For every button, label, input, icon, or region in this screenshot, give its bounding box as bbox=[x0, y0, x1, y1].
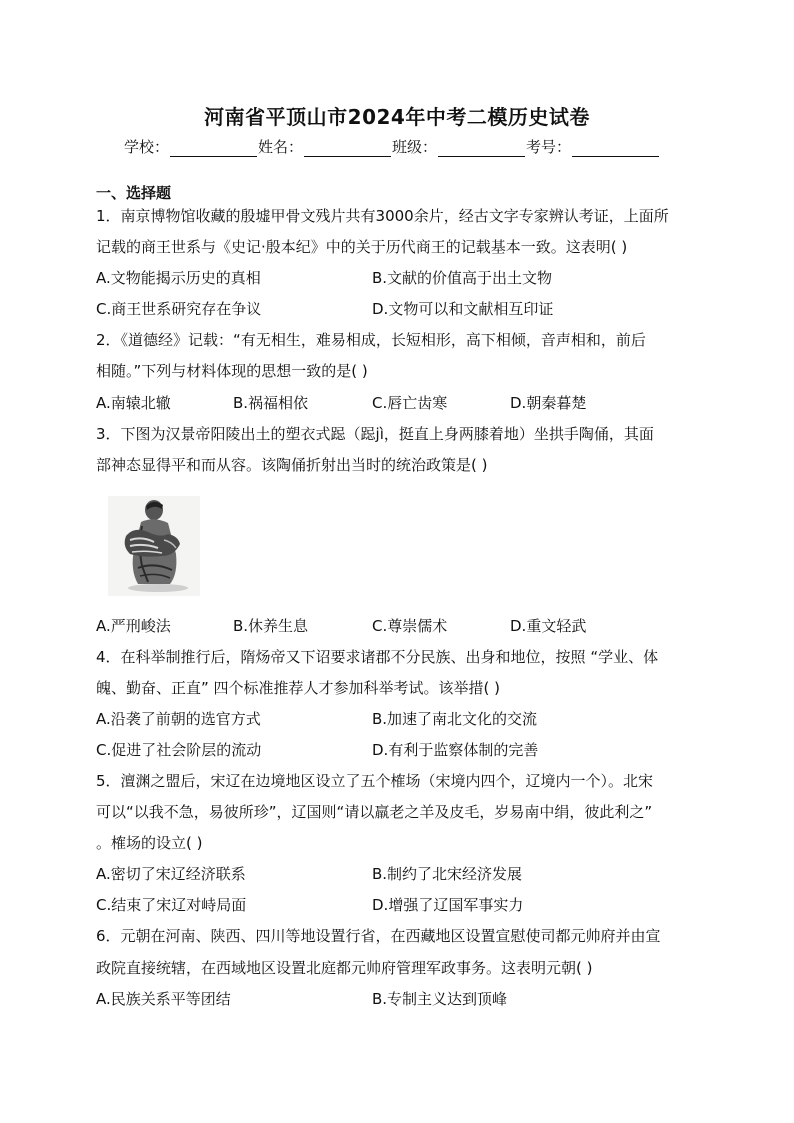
school-label: 学校： bbox=[124, 138, 170, 156]
q5-option-c[interactable]: C.结束了宋辽对峙局面 bbox=[96, 896, 247, 914]
q3-option-c[interactable]: C.尊崇儒术 bbox=[372, 617, 448, 635]
q3-line-1: 3．下图为汉景帝阳陵出土的塑衣式跽（跽jì，挺直上身两膝着地）坐拱手陶俑，其面 bbox=[96, 425, 654, 443]
q2-line-1: 2．《道德经》记载：“有无相生，难易相成，长短相形，高下相倾，音声相和，前后 bbox=[96, 331, 646, 349]
q4-option-a[interactable]: A.沿袭了前朝的选官方式 bbox=[96, 710, 261, 728]
q3-option-a[interactable]: A.严刑峻法 bbox=[96, 617, 171, 635]
exam-number-label: 考号： bbox=[526, 138, 572, 156]
q5-option-b[interactable]: B.制约了北宋经济发展 bbox=[372, 865, 523, 883]
q1-line-2: 记载的商王世系与《史记·殷本纪》中的关于历代商王的记载基本一致。这表明( ) bbox=[96, 238, 628, 256]
q3-line-2: 部神态显得平和而从容。该陶俑折射出当时的统治政策是( ) bbox=[96, 456, 488, 474]
q4-option-b[interactable]: B.加速了南北文化的交流 bbox=[372, 710, 538, 728]
q1-option-d[interactable]: D.文物可以和文献相互印证 bbox=[372, 300, 554, 318]
q3-option-d[interactable]: D.重文轻武 bbox=[510, 617, 587, 635]
q2-line-2: 相随。”下列与材料体现的思想一致的是( ) bbox=[96, 362, 368, 380]
q5-line-1: 5．澶渊之盟后，宋辽在边境地区设立了五个榷场（宋境内四个，辽境内一个）。北宋 bbox=[96, 772, 654, 790]
exam-number-blank[interactable] bbox=[572, 140, 659, 157]
q4-option-d[interactable]: D.有利于监察体制的完善 bbox=[372, 741, 539, 759]
section-heading: 一、选择题 bbox=[96, 184, 172, 202]
q5-option-a[interactable]: A.密切了宋辽经济联系 bbox=[96, 865, 246, 883]
name-label: 姓名： bbox=[258, 138, 304, 156]
exam-title: 河南省平顶山市2024年中考二模历史试卷 bbox=[204, 105, 590, 129]
q5-option-d[interactable]: D.增强了辽国军事实力 bbox=[372, 896, 524, 914]
q5-line-2: 可以“以我不急，易彼所珍”，辽国则“请以羸老之羊及皮毛，岁易南中绢，彼此利之” bbox=[96, 803, 653, 821]
q2-option-a[interactable]: A.南辕北辙 bbox=[96, 394, 171, 412]
student-info-row bbox=[124, 136, 660, 157]
q6-option-a[interactable]: A.民族关系平等团结 bbox=[96, 990, 231, 1008]
q1-option-b[interactable]: B.文献的价值高于出土文物 bbox=[372, 269, 553, 287]
q5-line-3: 。榷场的设立( ) bbox=[96, 834, 203, 852]
q6-line-2: 政院直接统辖，在西域地区设置北庭都元帅府管理军政事务。这表明元朝( ) bbox=[96, 959, 593, 977]
class-blank[interactable] bbox=[438, 140, 525, 157]
q1-line-1: 1．南京博物馆收藏的殷墟甲骨文残片共有3000余片，经古文字专家辨认考证，上面所 bbox=[96, 207, 669, 225]
class-label: 班级： bbox=[392, 138, 438, 156]
q4-option-c[interactable]: C.促进了社会阶层的流动 bbox=[96, 741, 262, 759]
q3-option-b[interactable]: B.休养生息 bbox=[233, 617, 309, 635]
q2-option-b[interactable]: B.祸福相依 bbox=[233, 394, 309, 412]
name-blank[interactable] bbox=[304, 140, 391, 157]
q4-line-1: 4．在科举制推行后，隋炀帝又下诏要求诸郡不分民族、出身和地位，按照 “学业、体 bbox=[96, 648, 659, 666]
q2-option-c[interactable]: C.唇亡齿寒 bbox=[372, 394, 448, 412]
q1-option-c[interactable]: C.商王世系研究存在争议 bbox=[96, 300, 262, 318]
school-blank[interactable] bbox=[170, 140, 257, 157]
q4-line-2: 魄、勤奋、正直” 四个标准推荐人才参加科举考试。该举措( ) bbox=[96, 679, 501, 697]
q1-option-a[interactable]: A.文物能揭示历史的真相 bbox=[96, 269, 261, 287]
q6-line-1: 6．元朝在河南、陕西、四川等地设置行省，在西藏地区设置宣慰使司都元帅府并由宣 bbox=[96, 927, 661, 945]
q6-option-b[interactable]: B.专制主义达到顶峰 bbox=[372, 990, 508, 1008]
q2-option-d[interactable]: D.朝秦暮楚 bbox=[510, 394, 587, 412]
pottery-figurine-image bbox=[108, 496, 200, 596]
